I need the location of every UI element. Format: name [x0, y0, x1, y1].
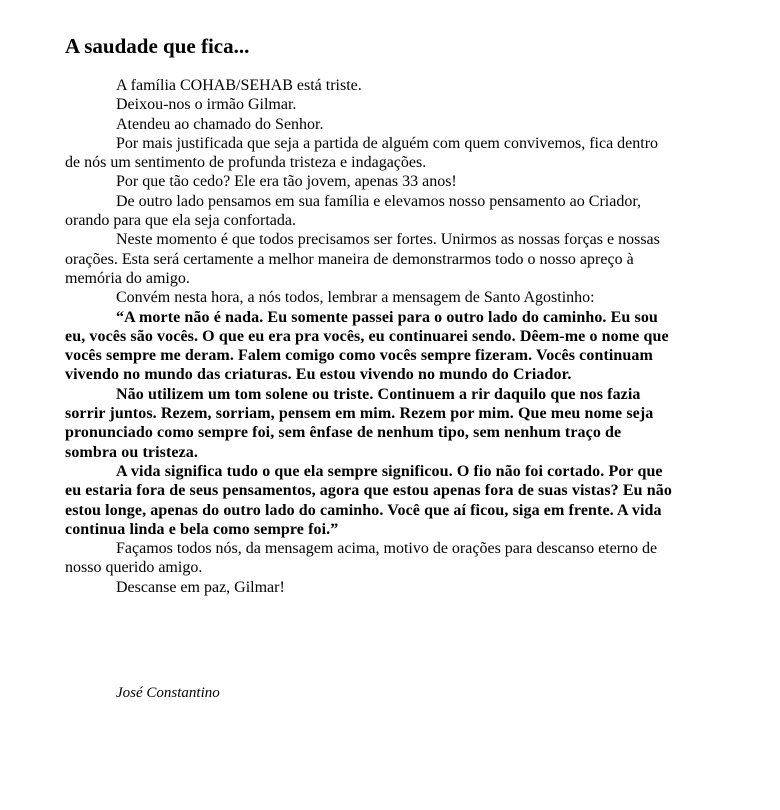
quote-paragraph-2: Não utilizem um tom solene ou triste. Continuem a rir daquilo que nos fazia sorrir juntos. Rezem, sorriam, pensem em mim. Rezem por mim. Que meu nome seja pronunciado como sempre foi, sem ênfase de nenhum tipo, sem nenhum traço de sombra ou tristeza.	[65, 385, 654, 461]
paragraph-1: A família COHAB/SEHAB está triste.	[116, 77, 362, 94]
paragraph-6: De outro lado pensamos em sua família e elevamos nosso pensamento ao Criador, orando para que ela seja confortada.	[65, 192, 641, 230]
paragraph-10: Descanse em paz, Gilmar!	[116, 578, 285, 596]
signature: José Constantino	[116, 685, 220, 701]
paragraph-5: Por que tão cedo? Ele era tão jovem, apenas 33 anos!	[116, 173, 457, 191]
paragraph-2: Deixou-nos o irmão Gilmar.	[116, 96, 297, 114]
paragraph-4: Por mais justificada que seja a partida de alguém com quem convivemos, fica dentro de nós um sentimento de profunda tristeza e indagações.	[65, 134, 659, 172]
quote-paragraph-3: A vida significa tudo o que ela sempre significou. O fio não foi cortado. Por que eu estaria fora de seus pensamentos, agora que estou apenas fora de suas vistas? Eu não estou longe, apenas do outro lado do caminho. Você que aí ficou, siga em frente. A vida continua linda e bela como sempre foi.”	[65, 462, 672, 538]
paragraph-3: Atendeu ao chamado do Senhor.	[116, 115, 324, 133]
document-title: A saudade que fica...	[65, 34, 250, 58]
quote-paragraph-1: “A morte não é nada. Eu somente passei para o outro lado do caminho. Eu sou eu, vocês são vocês. O que eu era pra vocês, eu continuarei sendo. Dêem-me o nome que vocês sempre me deram. Falem comigo como vocês sempre fizeram. Vocês continuam vivendo no mundo das criaturas. Eu estou vivendo no mundo do Criador.	[65, 308, 669, 384]
document-body	[65, 34, 673, 597]
paragraph-9: Façamos todos nós, da mensagem acima, motivo de orações para descanso eterno de nosso querido amigo.	[65, 540, 658, 577]
paragraph-8: Convém nesta hora, a nós todos, lembrar a mensagem de Santo Agostinho:	[116, 289, 595, 307]
paragraph-7: Neste momento é que todos precisamos ser fortes. Unirmos as nossas forças e nossas orações. Esta será certamente a melhor maneira de demonstrarmos todo o nosso apreço à memória do amigo.	[65, 231, 660, 287]
